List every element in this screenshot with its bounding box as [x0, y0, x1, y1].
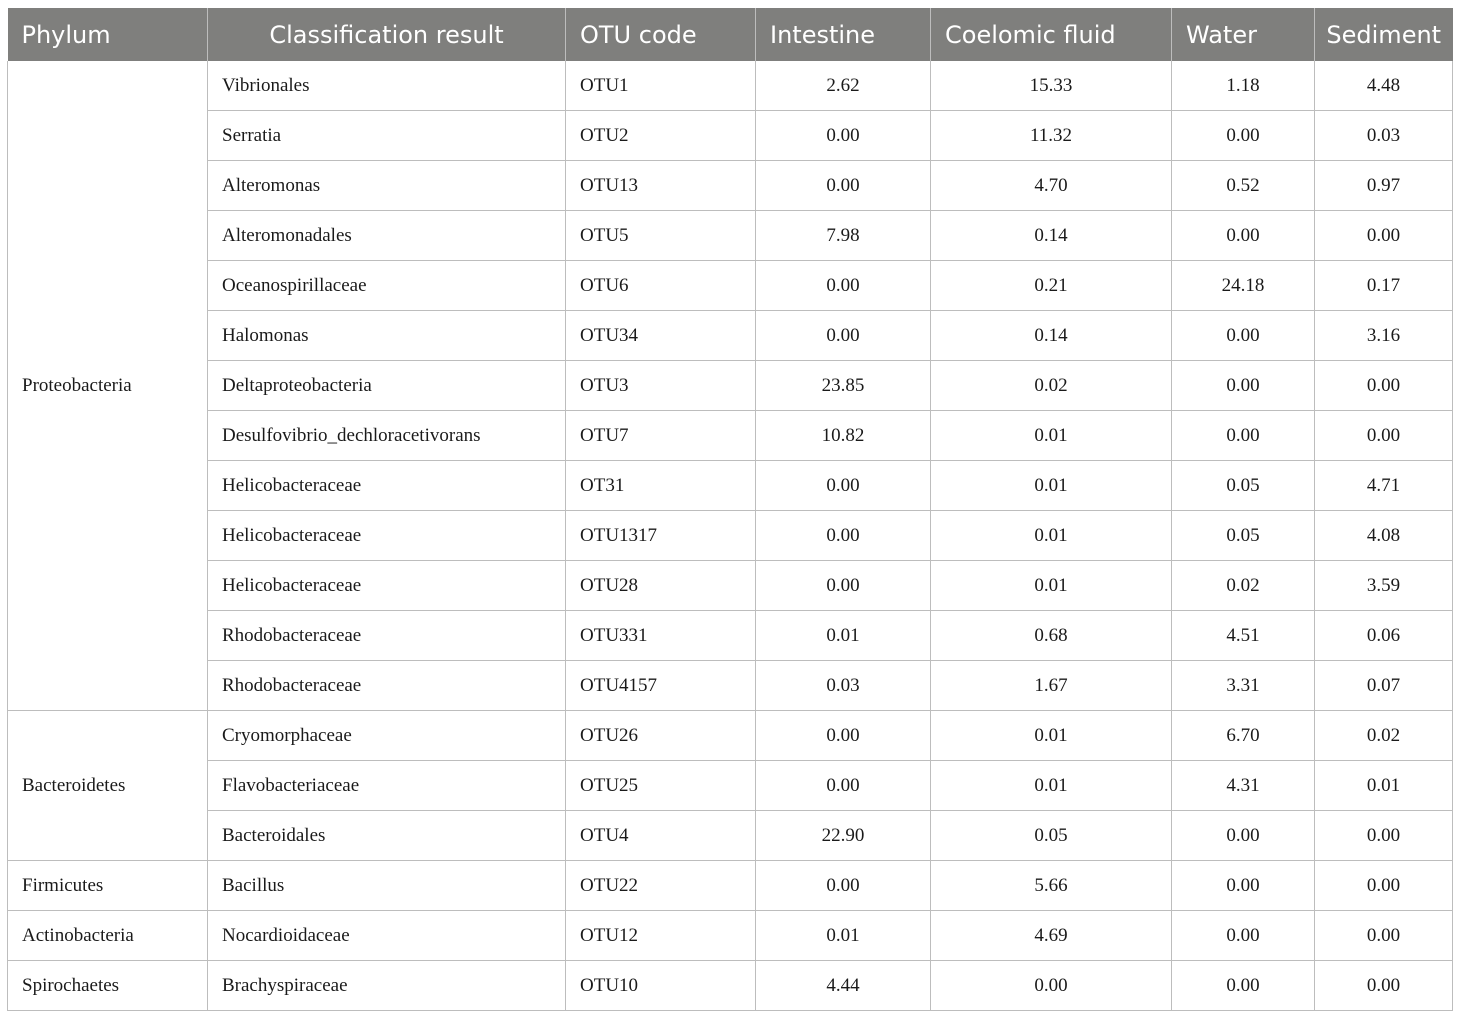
classification-cell: Alteromonadales [208, 211, 566, 261]
header-phylum: Phylum [8, 8, 208, 61]
otu-code-cell: OTU2 [566, 111, 756, 161]
otu-code-cell: OTU331 [566, 611, 756, 661]
sediment-cell: 0.00 [1315, 911, 1453, 961]
coelomic-fluid-cell: 4.69 [931, 911, 1172, 961]
intestine-cell: 10.82 [756, 411, 931, 461]
table-row [8, 361, 1453, 411]
intestine-cell: 0.00 [756, 161, 931, 211]
coelomic-fluid-cell: 15.33 [931, 61, 1172, 111]
header-coelomic-fluid: Coelomic fluid [931, 8, 1172, 61]
classification-cell: Serratia [208, 111, 566, 161]
water-cell: 0.00 [1172, 111, 1315, 161]
intestine-cell: 0.00 [756, 311, 931, 361]
water-cell: 0.02 [1172, 561, 1315, 611]
classification-cell: Oceanospirillaceae [208, 261, 566, 311]
otu-code-cell: OTU10 [566, 961, 756, 1011]
coelomic-fluid-cell: 0.01 [931, 561, 1172, 611]
classification-cell: Flavobacteriaceae [208, 761, 566, 811]
table-body [8, 61, 1453, 1011]
coelomic-fluid-cell: 1.67 [931, 661, 1172, 711]
table-row [8, 861, 1453, 911]
sediment-cell: 0.00 [1315, 961, 1453, 1011]
coelomic-fluid-cell: 0.05 [931, 811, 1172, 861]
intestine-cell: 0.00 [756, 561, 931, 611]
intestine-cell: 0.01 [756, 911, 931, 961]
phylum-cell: Bacteroidetes [8, 711, 208, 861]
table-row [8, 661, 1453, 711]
sediment-cell: 0.00 [1315, 211, 1453, 261]
sediment-cell: 0.00 [1315, 861, 1453, 911]
phylum-cell: Spirochaetes [8, 961, 208, 1011]
phylum-cell: Proteobacteria [8, 61, 208, 711]
coelomic-fluid-cell: 0.00 [931, 961, 1172, 1011]
intestine-cell: 22.90 [756, 811, 931, 861]
intestine-cell: 7.98 [756, 211, 931, 261]
classification-cell: Brachyspiraceae [208, 961, 566, 1011]
water-cell: 0.52 [1172, 161, 1315, 211]
coelomic-fluid-cell: 11.32 [931, 111, 1172, 161]
otu-code-cell: OTU34 [566, 311, 756, 361]
table-row [8, 611, 1453, 661]
otu-code-cell: OTU7 [566, 411, 756, 461]
coelomic-fluid-cell: 0.01 [931, 511, 1172, 561]
table-row [8, 561, 1453, 611]
table-row [8, 311, 1453, 361]
otu-abundance-table [7, 8, 1453, 1011]
classification-cell: Deltaproteobacteria [208, 361, 566, 411]
coelomic-fluid-cell: 5.66 [931, 861, 1172, 911]
water-cell: 0.00 [1172, 211, 1315, 261]
table-row [8, 911, 1453, 961]
classification-cell: Alteromonas [208, 161, 566, 211]
header-sediment: Sediment [1315, 8, 1453, 61]
intestine-cell: 0.00 [756, 111, 931, 161]
intestine-cell: 23.85 [756, 361, 931, 411]
table-row [8, 211, 1453, 261]
phylum-cell: Actinobacteria [8, 911, 208, 961]
intestine-cell: 0.00 [756, 861, 931, 911]
table-row [8, 711, 1453, 761]
intestine-cell: 2.62 [756, 61, 931, 111]
otu-code-cell: OTU4 [566, 811, 756, 861]
phylum-cell: Firmicutes [8, 861, 208, 911]
classification-cell: Helicobacteraceae [208, 461, 566, 511]
coelomic-fluid-cell: 0.01 [931, 411, 1172, 461]
classification-cell: Desulfovibrio_dechloracetivorans [208, 411, 566, 461]
sediment-cell: 4.48 [1315, 61, 1453, 111]
coelomic-fluid-cell: 0.21 [931, 261, 1172, 311]
coelomic-fluid-cell: 0.14 [931, 311, 1172, 361]
sediment-cell: 0.07 [1315, 661, 1453, 711]
otu-code-cell: OTU5 [566, 211, 756, 261]
water-cell: 0.00 [1172, 911, 1315, 961]
otu-code-cell: OTU13 [566, 161, 756, 211]
classification-cell: Bacteroidales [208, 811, 566, 861]
table-row [8, 811, 1453, 861]
sediment-cell: 0.06 [1315, 611, 1453, 661]
water-cell: 0.00 [1172, 961, 1315, 1011]
intestine-cell: 0.00 [756, 511, 931, 561]
sediment-cell: 0.17 [1315, 261, 1453, 311]
table-row [8, 111, 1453, 161]
otu-code-cell: OTU25 [566, 761, 756, 811]
water-cell: 0.00 [1172, 311, 1315, 361]
sediment-cell: 0.00 [1315, 361, 1453, 411]
coelomic-fluid-cell: 0.02 [931, 361, 1172, 411]
classification-cell: Halomonas [208, 311, 566, 361]
otu-code-cell: OTU22 [566, 861, 756, 911]
water-cell: 0.00 [1172, 361, 1315, 411]
sediment-cell: 3.59 [1315, 561, 1453, 611]
classification-cell: Vibrionales [208, 61, 566, 111]
otu-code-cell: OTU1317 [566, 511, 756, 561]
classification-cell: Rhodobacteraceae [208, 661, 566, 711]
coelomic-fluid-cell: 0.01 [931, 461, 1172, 511]
otu-code-cell: OTU28 [566, 561, 756, 611]
intestine-cell: 0.03 [756, 661, 931, 711]
water-cell: 1.18 [1172, 61, 1315, 111]
otu-code-cell: OTU3 [566, 361, 756, 411]
otu-code-cell: OTU26 [566, 711, 756, 761]
sediment-cell: 3.16 [1315, 311, 1453, 361]
table-row [8, 961, 1453, 1011]
coelomic-fluid-cell: 0.68 [931, 611, 1172, 661]
table-row [8, 511, 1453, 561]
coelomic-fluid-cell: 0.01 [931, 761, 1172, 811]
water-cell: 0.05 [1172, 511, 1315, 561]
table-row [8, 461, 1453, 511]
sediment-cell: 0.03 [1315, 111, 1453, 161]
table-row [8, 761, 1453, 811]
otu-code-cell: OT31 [566, 461, 756, 511]
sediment-cell: 0.00 [1315, 411, 1453, 461]
coelomic-fluid-cell: 0.14 [931, 211, 1172, 261]
water-cell: 4.31 [1172, 761, 1315, 811]
classification-cell: Helicobacteraceae [208, 511, 566, 561]
water-cell: 0.00 [1172, 861, 1315, 911]
table-row [8, 261, 1453, 311]
header-intestine: Intestine [756, 8, 931, 61]
sediment-cell: 4.08 [1315, 511, 1453, 561]
otu-code-cell: OTU12 [566, 911, 756, 961]
otu-code-cell: OTU1 [566, 61, 756, 111]
intestine-cell: 0.00 [756, 461, 931, 511]
intestine-cell: 4.44 [756, 961, 931, 1011]
table-row [8, 61, 1453, 111]
water-cell: 0.00 [1172, 811, 1315, 861]
coelomic-fluid-cell: 4.70 [931, 161, 1172, 211]
water-cell: 0.00 [1172, 411, 1315, 461]
otu-code-cell: OTU6 [566, 261, 756, 311]
intestine-cell: 0.00 [756, 711, 931, 761]
classification-cell: Bacillus [208, 861, 566, 911]
table-row [8, 161, 1453, 211]
intestine-cell: 0.01 [756, 611, 931, 661]
sediment-cell: 0.01 [1315, 761, 1453, 811]
classification-cell: Rhodobacteraceae [208, 611, 566, 661]
water-cell: 0.05 [1172, 461, 1315, 511]
header-classification-result: Classification result [208, 8, 566, 61]
header-water: Water [1172, 8, 1315, 61]
table-header-row [8, 8, 1453, 61]
table-row [8, 411, 1453, 461]
water-cell: 6.70 [1172, 711, 1315, 761]
sediment-cell: 0.02 [1315, 711, 1453, 761]
sediment-cell: 0.97 [1315, 161, 1453, 211]
header-otu-code: OTU code [566, 8, 756, 61]
water-cell: 24.18 [1172, 261, 1315, 311]
water-cell: 3.31 [1172, 661, 1315, 711]
sediment-cell: 0.00 [1315, 811, 1453, 861]
coelomic-fluid-cell: 0.01 [931, 711, 1172, 761]
sediment-cell: 4.71 [1315, 461, 1453, 511]
water-cell: 4.51 [1172, 611, 1315, 661]
otu-code-cell: OTU4157 [566, 661, 756, 711]
intestine-cell: 0.00 [756, 261, 931, 311]
classification-cell: Nocardioidaceae [208, 911, 566, 961]
classification-cell: Cryomorphaceae [208, 711, 566, 761]
intestine-cell: 0.00 [756, 761, 931, 811]
classification-cell: Helicobacteraceae [208, 561, 566, 611]
